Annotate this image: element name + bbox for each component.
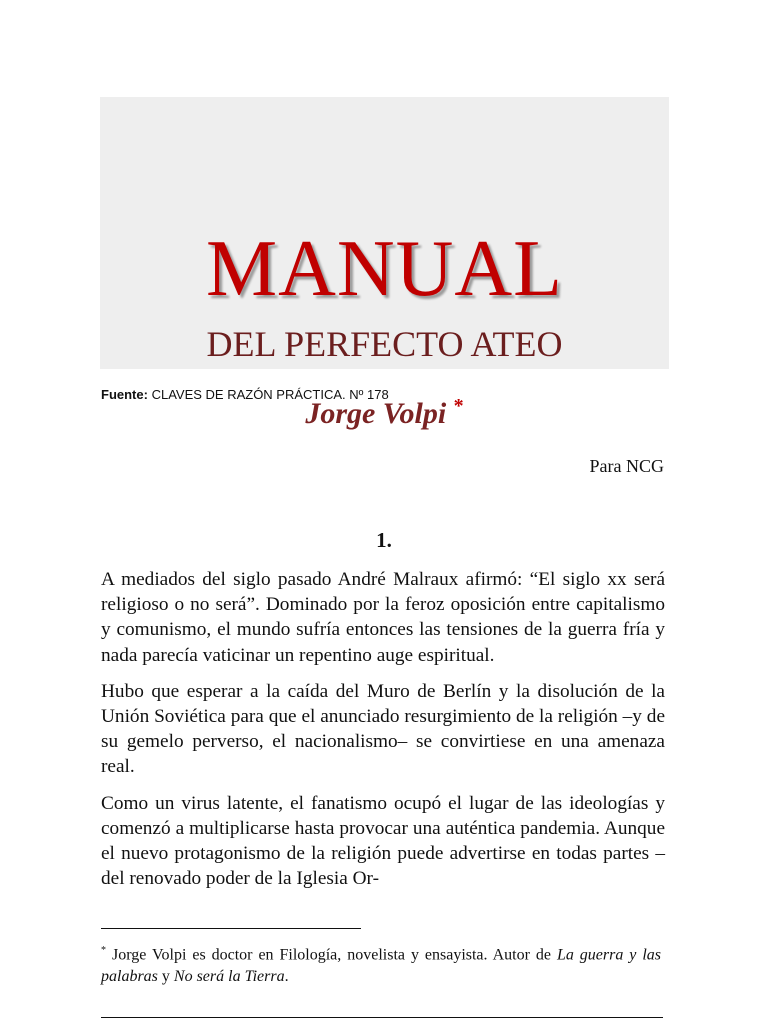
footnote-connector: y	[161, 968, 170, 986]
source-label: Fuente:	[101, 387, 148, 402]
section-number: 1.	[376, 528, 392, 552]
author-footnote-mark: *	[453, 395, 464, 417]
paragraph: Hubo que esperar a la caída del Muro de Berlín y la disolución de la Unión Soviética para que el anunciado resurgimiento de la religión –y de su gemelo perverso, el nacionalismo– se convirtiese en una amenaza real.	[101, 680, 665, 778]
author-name: Jorge Volpi	[305, 397, 447, 430]
footnote	[101, 940, 661, 988]
paragraph: A mediados del siglo pasado André Malraux afirmó: “El siglo xx será religioso o no será”. Dominado por la feroz oposición entre capitalismo y comunismo, el mundo sufría entonces las tensiones de la guerra fría y nada parecía vaticinar un repentino auge espiritual.	[101, 569, 665, 666]
footnote-book-2: No será la Tierra	[173, 968, 285, 986]
source-line	[101, 387, 389, 402]
footnote-text: Jorge Volpi es doctor en Filología, novelista y ensayista. Autor de	[112, 946, 551, 964]
dedication: Para NCG	[589, 456, 664, 476]
source-value: CLAVES DE RAZÓN PRÁCTICA. Nº 178	[151, 387, 389, 402]
paragraph: Como un virus latente, el fanatismo ocupó el lugar de las ideologías y comenzó a multiplicarse hasta provocar una auténtica pandemia. Aunque el nuevo protagonismo de la religión puede advertirse en todas partes –del renovado poder de la Iglesia Or-	[101, 792, 665, 890]
page-bottom-divider	[101, 1017, 663, 1018]
book-subtitle: DEL PERFECTO ATEO	[206, 324, 563, 364]
footnote-divider	[101, 928, 361, 929]
body-text	[101, 567, 665, 902]
footnote-book-1: La guerra y las palabras	[101, 946, 662, 986]
book-title: MANUAL	[205, 225, 564, 313]
footnote-mark: *	[101, 945, 106, 956]
footnote-end: .	[284, 968, 289, 986]
